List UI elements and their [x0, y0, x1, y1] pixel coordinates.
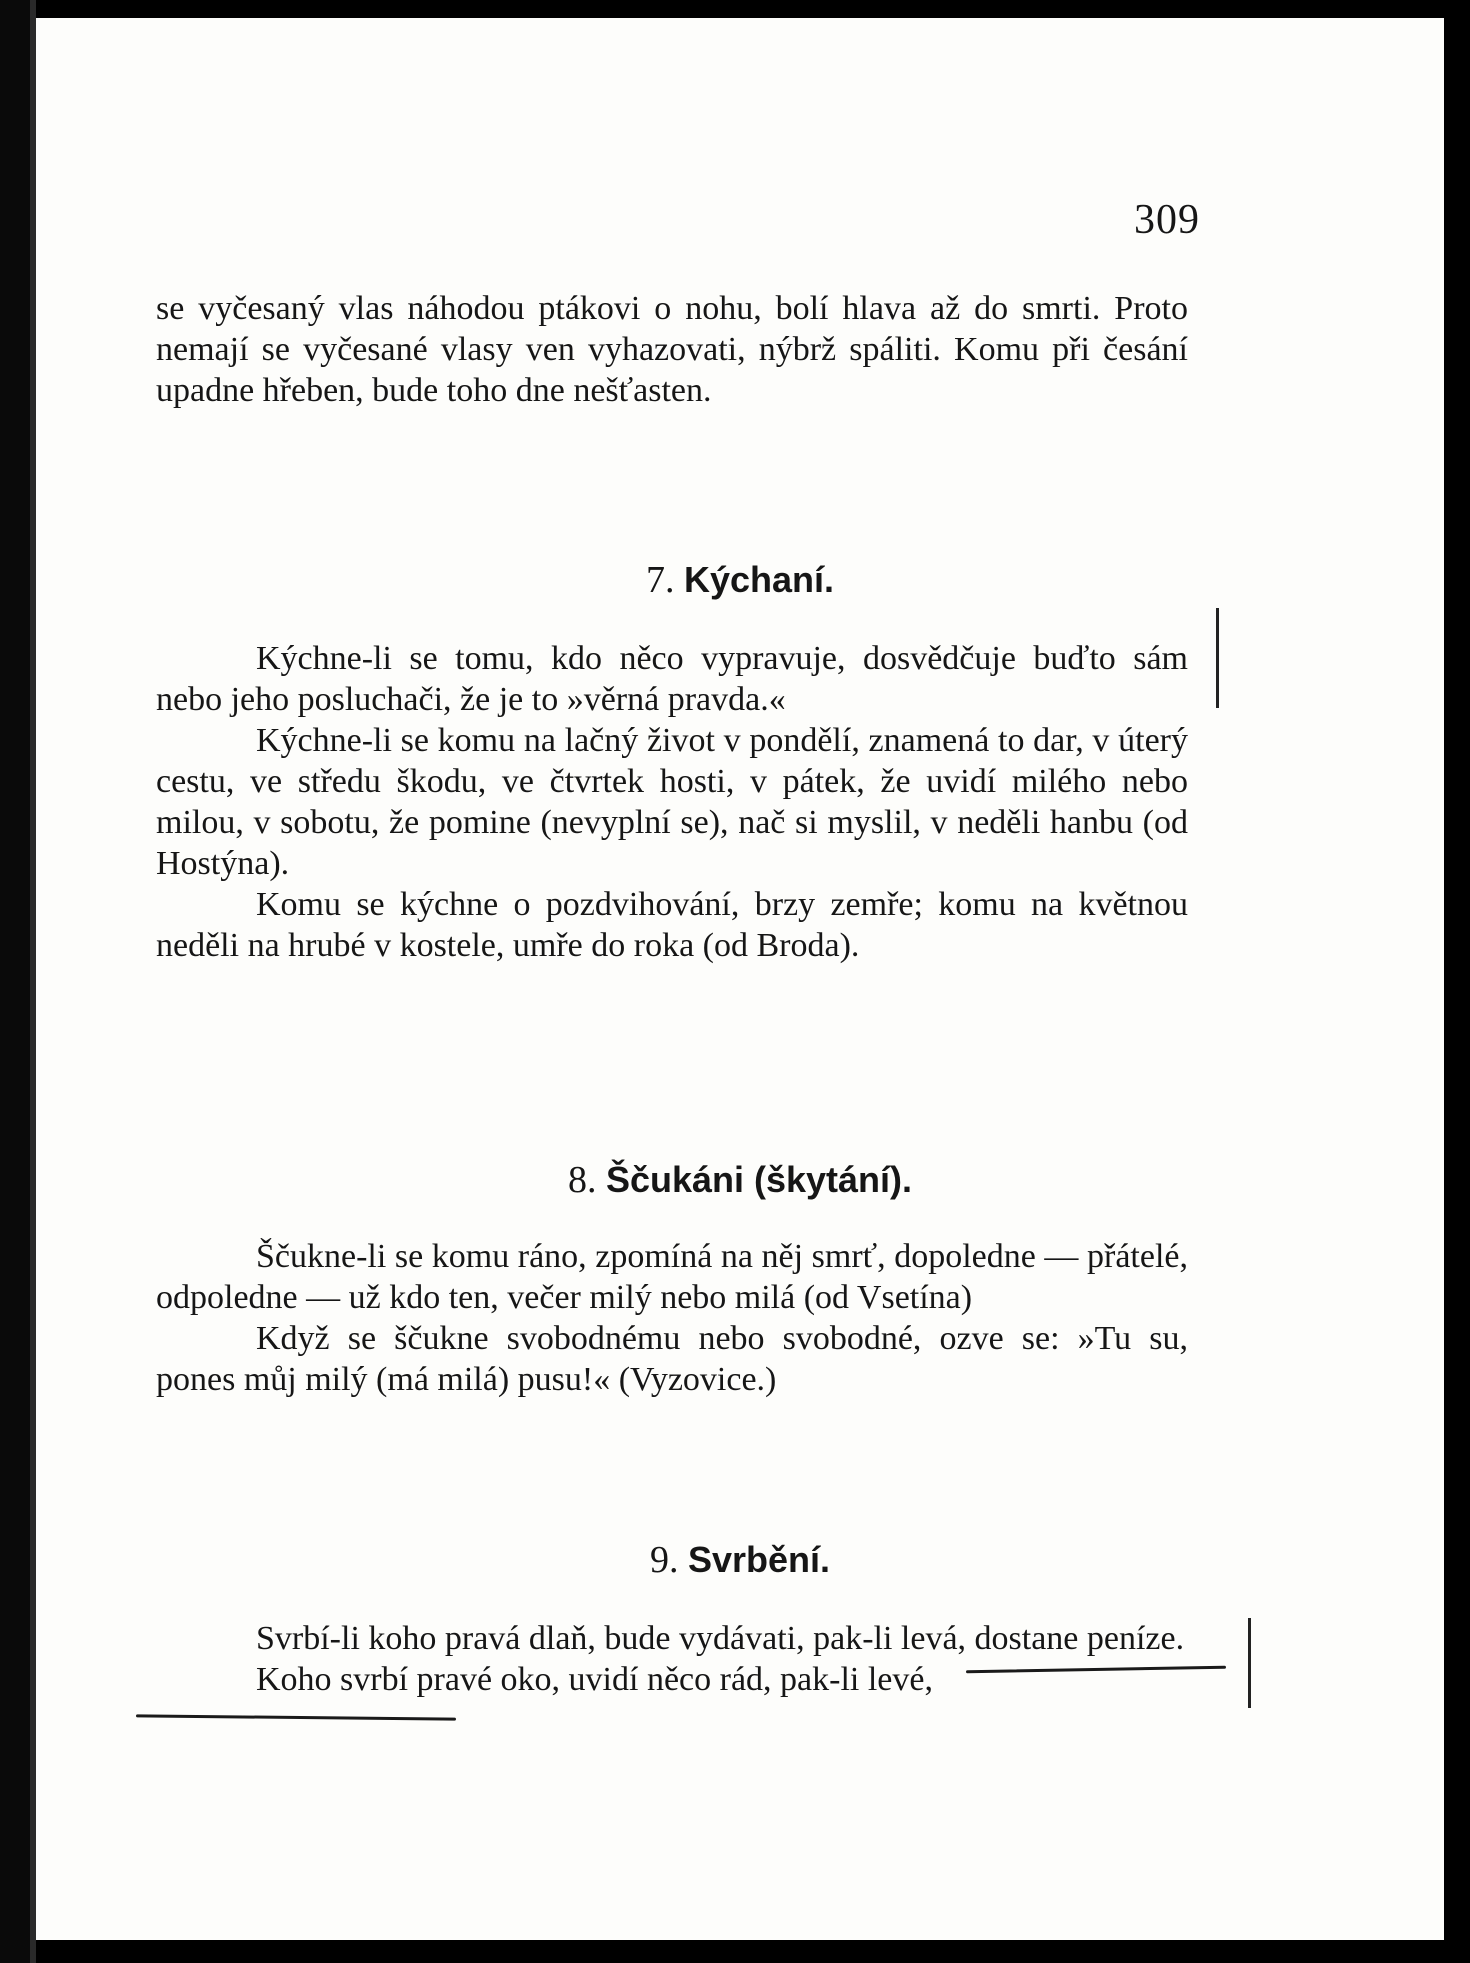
intro-text: se vyčesaný vlas náhodou ptákovi o nohu, bolí hlava až do smrti. Proto nemají se vyčesané vlasy ven vyhazovati, nýbrž spáliti. Komu při česání upadne hřeben, bude toho dne nešťasten. [156, 290, 1188, 409]
paragraph: Svrbí-li koho pravá dlaň, bude vydávati, pak-li levá, dostane peníze. [256, 1620, 1185, 1657]
section-body-8 [156, 1236, 1188, 1400]
paragraph: Komu se kýchne o pozdvihování, brzy zemře; komu na květnou neděli na hrubé v kostele, umře do roka (od Broda). [156, 886, 1188, 964]
paragraph: Kýchne-li se tomu, kdo něco vypravuje, dosvědčuje buďto sám nebo jeho posluchači, že je to »věrná pravda.« [156, 640, 1188, 718]
section-heading-8 [36, 1158, 1444, 1202]
intro-paragraph [156, 288, 1188, 411]
paragraph: Když se ščukne svobodnému nebo svobodné, ozve se: »Tu su, pones můj milý (má milá) pusu!« (Vyzovice.) [156, 1320, 1188, 1398]
section-number: 7. [645, 559, 675, 601]
paragraph: Ščukne-li se komu ráno, zpomíná na něj smrť, dopoledne — přátelé, odpoledne — už kdo ten, večer milý nebo milá (od Vsetína) [156, 1238, 1188, 1316]
section-title: Ščukáni (škytání). [605, 1159, 913, 1200]
section-number: 8. [567, 1159, 597, 1201]
margin-pencil-line [1248, 1618, 1251, 1708]
section-body-9 [156, 1618, 1188, 1700]
pencil-underline [136, 1714, 456, 1720]
section-title: Svrbění. [687, 1539, 831, 1580]
paragraph: Koho svrbí pravé oko, uvidí něco rád, pak-li levé, [256, 1661, 933, 1698]
section-heading-7 [36, 558, 1444, 602]
section-heading-9 [36, 1538, 1444, 1582]
margin-pencil-line [1216, 608, 1219, 708]
section-body-7 [156, 638, 1188, 966]
section-title: Kýchaní. [683, 559, 835, 600]
page-number: 309 [1134, 197, 1200, 243]
book-page [36, 18, 1444, 1940]
paragraph: Kýchne-li se komu na lačný život v pondělí, znamená to dar, v úterý cestu, ve středu škodu, ve čtvrtek hosti, v pátek, že uvidí milého nebo milou, v sobotu, že pomine (nevyplní se), nač si myslil, v neděli hanbu (od Hostýna). [156, 722, 1188, 882]
section-number: 9. [649, 1539, 679, 1581]
